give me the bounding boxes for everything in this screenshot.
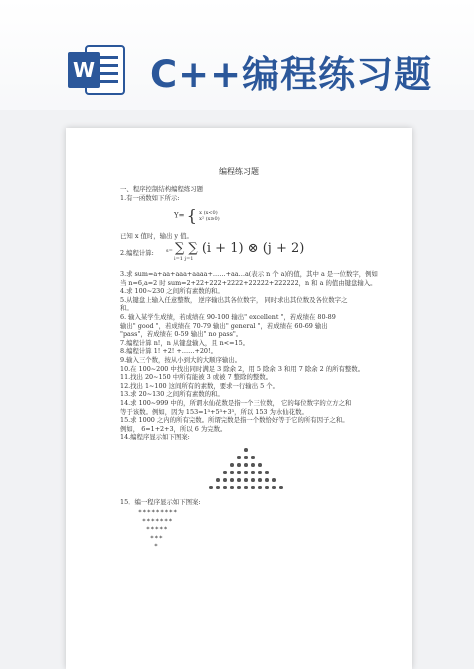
page-title: C++编程练习题 xyxy=(150,53,433,96)
star-row: ********* xyxy=(138,508,178,516)
exercise-line: 1.有一函数如下所示: xyxy=(120,194,180,202)
pattern-dot xyxy=(251,463,255,467)
pattern-dot xyxy=(258,463,262,467)
star-row: ***** xyxy=(146,525,169,533)
pattern-dot xyxy=(223,478,227,482)
exercise-line: 例如， 6=1+2+3，所以 6 为完数。 xyxy=(120,424,227,433)
formula-case-2: x² (x≥0) xyxy=(199,215,220,222)
star-row: * xyxy=(154,542,159,550)
svg-text:W: W xyxy=(72,58,96,82)
pattern-dot xyxy=(230,478,234,482)
exercise-line: 13.求 20~130 之间所有素数的和。 xyxy=(120,390,224,399)
exercise-line: 9.输入三个数，按从小到大的大顺序输出。 xyxy=(120,356,242,364)
pattern-dot xyxy=(230,463,234,467)
pattern-dot xyxy=(279,486,283,490)
pattern-dot xyxy=(237,478,241,482)
pattern-dot xyxy=(244,448,248,452)
document-title: 编程练习题 xyxy=(219,167,259,176)
pattern-dot xyxy=(230,471,234,475)
star-row: ******* xyxy=(142,516,173,525)
exercise-line: 6. 输入某学生成绩，若成绩在 90-100 输出" excellent "，若成绩在 80-89 xyxy=(120,313,336,321)
pattern-dot xyxy=(272,478,276,482)
formula-case-1: x (x<0) xyxy=(199,209,218,216)
pattern-dot xyxy=(251,486,255,490)
exercise-line: 15.求 1000 之内的所有完数。所谓完数是指一个数恰好等于它的所有因子之和。 xyxy=(120,416,349,425)
pattern-dot xyxy=(244,486,248,490)
pattern-dot xyxy=(272,486,276,490)
pattern-dot xyxy=(258,486,262,490)
sum-prefix: s= xyxy=(166,248,173,254)
section-heading: 一、程序控制结构编程练习题 xyxy=(120,185,204,193)
pattern-dot xyxy=(265,486,269,490)
banner-header xyxy=(0,0,474,120)
exercise-line: 和。 xyxy=(120,304,133,313)
piecewise-formula xyxy=(174,206,220,225)
pattern-dot xyxy=(244,478,248,482)
pattern-dot xyxy=(237,456,241,460)
star-pattern xyxy=(138,508,198,558)
sum-formula xyxy=(166,241,304,262)
exercise-line: 2.编程计算: xyxy=(120,249,154,257)
word-icon xyxy=(68,44,126,96)
pattern-dot xyxy=(223,471,227,475)
exercise-line: 已知 x 值时，输出 y 值。 xyxy=(120,232,193,240)
pattern-dot xyxy=(209,486,213,490)
exercise-line: 等于该数。例如，因为 153=1³+5³+3³，所以 153 为水仙花数。 xyxy=(120,407,308,416)
pattern-dot xyxy=(265,471,269,475)
pattern-dot xyxy=(265,478,269,482)
sum-limits: i=1 j=1 xyxy=(174,256,194,262)
brace-icon: { xyxy=(186,206,197,225)
pattern-dot xyxy=(223,486,227,490)
exercise-line: 输出" good "，若成绩在 70-79 输出" general "，若成绩在 60-69 输出 xyxy=(120,321,328,330)
exercise-line: 当 n=6,a=2 时 sum=2+22+222+2222+22222+222222，n 和 a 的值由键盘输入。 xyxy=(120,278,377,287)
pattern-dot xyxy=(216,486,220,490)
dot-triangle-pattern xyxy=(206,448,286,498)
pattern-dot xyxy=(216,478,220,482)
pattern-dot xyxy=(244,456,248,460)
pattern-dot xyxy=(251,478,255,482)
star-row: *** xyxy=(150,533,164,542)
exercise-line: 4.求 100~230 之间所有素数的和。 xyxy=(120,287,224,296)
pattern-dot xyxy=(237,486,241,490)
exercise-line: 8.编程计算 1! +2! +……+20!。 xyxy=(120,347,217,356)
pattern-dot xyxy=(258,478,262,482)
exercise-line: 5.从键盘上输入任意整数， 逆序输出其各位数字， 同时求出其位数及各位数字之 xyxy=(120,295,348,304)
sum-expression: ∑ ∑ (i + 1) ⊗ (j + 2) xyxy=(175,241,305,256)
pattern-dot xyxy=(251,471,255,475)
pattern-dot xyxy=(244,471,248,475)
exercise-line: 7.编程计算 n!，n 从键盘输入，且 n<=15。 xyxy=(120,338,250,347)
pattern-dot xyxy=(237,471,241,475)
pattern-dot xyxy=(251,456,255,460)
exercise-line: 11.找出 20~150 中所有能被 3 或被 7 整除的整数。 xyxy=(120,373,273,382)
document-page xyxy=(66,128,412,669)
exercise-line: 12.找出 1~100 这间所有的素数，要求一行输出 5 个。 xyxy=(120,381,280,390)
exercise-line: "pass"，若成绩在 0-59 输出" no pass"。 xyxy=(120,330,243,339)
exercise-line: 14.编程序显示如下图案: xyxy=(120,433,190,442)
pattern-dot xyxy=(244,463,248,467)
pattern-dot xyxy=(258,471,262,475)
exercise-line: 3.求 sum=a+aa+aaa+aaaa+……+aa…a(表示 n 个 a)的值，其中 a 是一位数字，例如 xyxy=(120,270,378,278)
pattern-dot xyxy=(230,486,234,490)
exercise-line: 14.求 100~999 中的，所谓水仙花数是指一个三位数， 它的每位数字的立方之和 xyxy=(120,399,352,407)
exercise-line: 10.在 100~200 中找出同时满足 3 除余 2，用 5 除余 3 和用 7 除余 2 的所有整数。 xyxy=(120,364,365,373)
exercise-line: 15．编一程序显示如下图案: xyxy=(120,498,201,506)
pattern-dot xyxy=(237,463,241,467)
formula-y-label: Y= xyxy=(174,211,185,220)
